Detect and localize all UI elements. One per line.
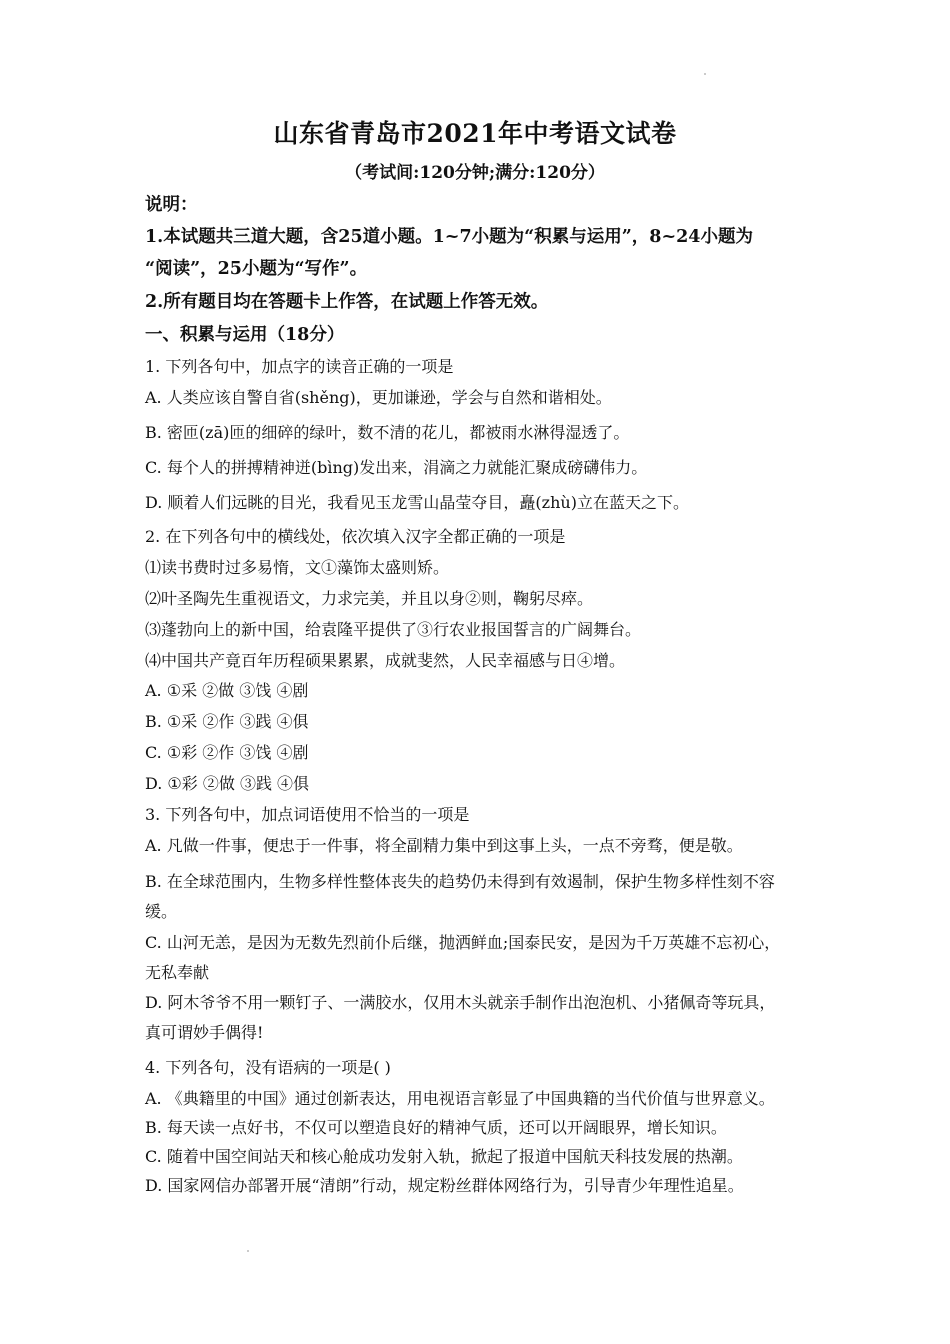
- sentence-1: ⑴读书费时过多易惰，文①藻饰太盛则矫。: [145, 558, 450, 577]
- option-d: D. ①彩 ②做 ③践 ④俱: [145, 774, 310, 793]
- option-d: D. 国家网信办部署开展“清朗”行动，规定粉丝群体网络行为，引导青少年理性追星。: [145, 1176, 744, 1195]
- option-b: B. ①采 ②作 ③践 ④俱: [145, 712, 309, 731]
- question-stem: 2. 在下列各句中的横线处，依次填入汉字全都正确的一项是: [145, 527, 566, 546]
- option-a: A. 人类应该自警自省(shěng)，更加谦逊，学会与自然和谐相处。: [145, 388, 612, 407]
- option-c: C. ①彩 ②作 ③饯 ④剧: [145, 743, 309, 762]
- option-d-cont: 真可谓妙手偶得!: [145, 1023, 264, 1042]
- question-stem: 4. 下列各句，没有语病的一项是( ): [145, 1058, 391, 1077]
- option-b: B. 密匝(zā)匝的细碎的绿叶，数不清的花儿，都被雨水淋得湿透了。: [145, 423, 630, 442]
- sentence-2: ⑵叶圣陶先生重视语文，力求完美，并且以身②则，鞠躬尽瘁。: [145, 589, 594, 608]
- sentence-4: ⑷中国共产竟百年历程硕果累累，成就斐然，人民幸福感与日④增。: [145, 651, 626, 670]
- option-d: D. 阿木爷爷不用一颗钉子、一满胶水，仅用木头就亲手制作出泡泡机、小猪佩奇等玩具，: [145, 993, 776, 1012]
- option-b-cont: 缓。: [145, 902, 178, 921]
- instructions-heading: 说明：: [145, 195, 198, 215]
- option-c-cont: 无私奉献: [145, 963, 210, 982]
- scan-speck: [247, 1250, 249, 1252]
- option-a: A. 凡做一件事，便忠于一件事，将全副精力集中到这事上头，一点不旁骛，便是敬。: [145, 836, 743, 855]
- option-b: B. 每天读一点好书，不仅可以塑造良好的精神气质，还可以开阔眼界，增长知识。: [145, 1118, 727, 1137]
- scan-speck: [704, 73, 706, 75]
- option-c: C. 山河无恙，是因为无数先烈前仆后继，抛洒鲜血;国泰民安，是因为千万英雄不忘初心，: [145, 933, 781, 952]
- option-c: C. 每个人的拼搏精神迸(bìng)发出来，涓滴之力就能汇聚成磅礴伟力。: [145, 458, 648, 477]
- option-a: A. 《典籍里的中国》通过创新表达，用电视语言彰显了中国典籍的当代价值与世界意义。: [145, 1089, 775, 1108]
- instruction-1: 1.本试题共三道大题，含25道小题。1~7小题为“积累与运用”，8~24小题为: [145, 227, 753, 247]
- option-b: B. 在全球范围内，生物多样性整体丧失的趋势仍未得到有效遏制，保护生物多样性刻不容: [145, 872, 775, 891]
- question-stem: 1. 下列各句中，加点字的读音正确的一项是: [145, 357, 454, 376]
- option-c: C. 随着中国空间站天和核心舱成功发射入轨，掀起了报道中国航天科技发展的热潮。: [145, 1147, 743, 1166]
- exam-title: 山东省青岛市2021年中考语文试卷: [273, 119, 677, 148]
- instruction-2: 2.所有题目均在答题卡上作答，在试题上作答无效。: [145, 292, 549, 312]
- option-d: D. 顺着人们远眺的目光，我看见玉龙雪山晶莹夺目，矗(zhù)立在蓝天之下。: [145, 493, 689, 512]
- sentence-3: ⑶蓬勃向上的新中国，给袁隆平提供了③行农业报国誓言的广阔舞台。: [145, 620, 642, 639]
- exam-subtitle: （考试间:120分钟;满分:120分）: [345, 163, 605, 183]
- instruction-1-cont: “阅读”，25小题为“写作”。: [145, 259, 368, 279]
- question-stem: 3. 下列各句中，加点词语使用不恰当的一项是: [145, 805, 470, 824]
- option-a: A. ①采 ②做 ③饯 ④剧: [145, 681, 309, 700]
- section-heading-1: 一、积累与运用（18分）: [145, 325, 345, 345]
